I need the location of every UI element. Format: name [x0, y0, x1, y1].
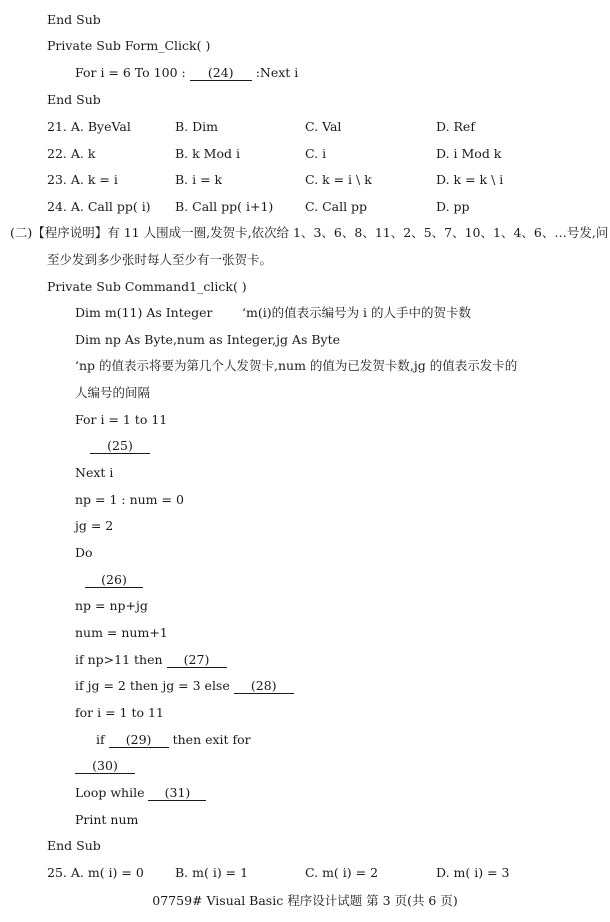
code-end-sub-final: End Sub	[47, 838, 101, 853]
code-for-loop-line	[75, 65, 298, 81]
option-c: C. k = i \ k	[305, 172, 372, 187]
option-d: D. i Mod k	[436, 146, 502, 161]
option-b: B. m( i) = 1	[175, 865, 249, 880]
option-d: D. k = k \ i	[436, 172, 504, 187]
blank-27: (27)	[167, 652, 227, 668]
if-jg-prefix: if jg = 2 then jg = 3 else	[75, 678, 230, 693]
code-np-num-init: np = 1 : num = 0	[75, 492, 184, 507]
if-np-prefix: if np>11 then	[75, 652, 163, 667]
for-loop-suffix: :Next i	[255, 65, 299, 80]
code-if-inner-line	[96, 732, 251, 748]
code-end-sub-top: End Sub	[47, 12, 101, 27]
blank-25: (25)	[90, 438, 150, 454]
if-inner-prefix: if	[96, 732, 105, 747]
code-num-inc: num = num+1	[75, 625, 168, 640]
option-row	[47, 146, 95, 162]
option-row	[47, 119, 131, 135]
option-a: A. k	[70, 146, 96, 161]
code-end-sub-form: End Sub	[47, 92, 101, 107]
code-blank-26-line	[85, 572, 143, 588]
code-print-num: Print num	[75, 812, 139, 827]
section-description-line2: 至少发到多少张时每人至少有一张贺卡。	[47, 252, 273, 267]
option-a: A. k = i	[70, 172, 118, 187]
blank-24: (24)	[190, 65, 252, 81]
option-b: B. k Mod i	[175, 146, 240, 161]
code-command1-decl: Private Sub Command1_click( )	[47, 279, 247, 294]
option-a: A. m( i) = 0	[70, 865, 144, 880]
code-if-jg-line	[75, 678, 294, 694]
loop-while-prefix: Loop while	[75, 785, 145, 800]
code-jg-init: jg = 2	[75, 518, 114, 533]
code-blank-25-line	[90, 438, 150, 454]
blank-26: (26)	[85, 572, 143, 588]
option-c: C. Call pp	[305, 199, 368, 214]
code-form-click-decl: Private Sub Form_Click( )	[47, 38, 211, 53]
if-inner-suffix: then exit for	[172, 732, 251, 747]
option-c: C. Val	[305, 119, 342, 134]
code-do: Do	[75, 545, 93, 560]
code-loop-while-line	[75, 785, 206, 801]
option-a: A. Call pp( i)	[70, 199, 151, 214]
option-a: A. ByeVal	[70, 119, 131, 134]
option-c: C. i	[305, 146, 327, 161]
option-b: B. i = k	[175, 172, 223, 187]
code-dim-np: Dim np As Byte,num as Integer,jg As Byte	[75, 332, 341, 347]
option-b: B. Call pp( i+1)	[175, 199, 274, 214]
blank-29: (29)	[109, 732, 169, 748]
question-number: 22.	[47, 146, 67, 161]
option-d: D. m( i) = 3	[436, 865, 510, 880]
question-number: 21.	[47, 119, 67, 134]
blank-28: (28)	[234, 678, 294, 694]
blank-31: (31)	[148, 785, 206, 801]
code-blank-30-line	[75, 758, 135, 774]
code-next-i: Next i	[75, 465, 114, 480]
code-for-i-11-b: for i = 1 to 11	[75, 705, 164, 720]
option-row	[47, 865, 144, 881]
option-b: B. Dim	[175, 119, 219, 134]
question-number: 23.	[47, 172, 67, 187]
page-footer: 07759# Visual Basic 程序设计试题 第 3 页(共 6 页)	[152, 893, 458, 908]
option-row	[47, 172, 118, 188]
option-row	[47, 199, 151, 215]
code-for-i-11: For i = 1 to 11	[75, 412, 168, 427]
code-if-np-line	[75, 652, 227, 668]
code-np-inc: np = np+jg	[75, 598, 148, 613]
code-comment-np-1: ‘np 的值表示将要为第几个人发贺卡,num 的值为已发贺卡数,jg 的值表示发卡的	[75, 358, 518, 373]
question-number: 24.	[47, 199, 67, 214]
code-comment-np-2: 人编号的间隔	[75, 385, 151, 400]
option-d: D. Ref	[436, 119, 475, 134]
question-number: 25.	[47, 865, 67, 880]
option-c: C. m( i) = 2	[305, 865, 379, 880]
code-comment-m: ‘m(i)的值表示编号为 i 的人手中的贺卡数	[242, 305, 472, 320]
option-d: D. pp	[436, 199, 470, 214]
code-dim-m: Dim m(11) As Integer	[75, 305, 213, 320]
for-loop-prefix: For i = 6 To 100 :	[75, 65, 186, 80]
section-description-line1: (二)【程序说明】有 11 人围成一圈,发贺卡,依次给 1、3、6、8、11、2、5、7、10、1、4、6、…号发,问	[10, 225, 609, 240]
blank-30: (30)	[75, 758, 135, 774]
